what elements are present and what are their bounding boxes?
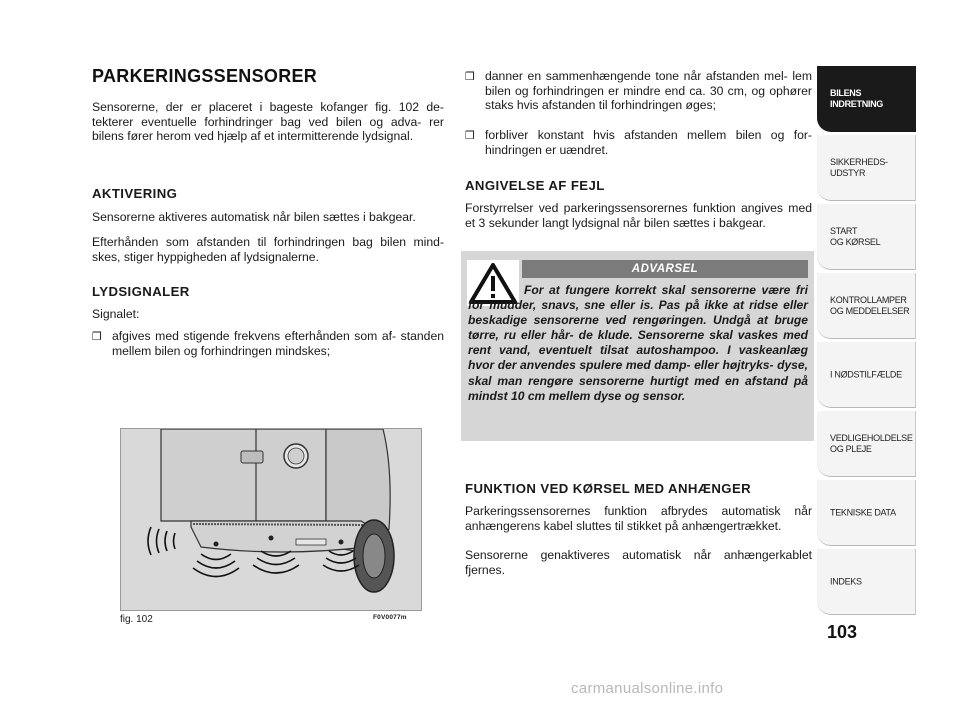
fault-paragraph: Forstyrrelser ved parkeringssensorernes funktion angives med et 3 sekunder langt lydsignal når bilen sættes i bakgear. bbox=[465, 201, 812, 230]
page-number: 103 bbox=[827, 622, 858, 642]
nav-item-label: BILENS INDRETNING bbox=[830, 87, 883, 109]
signals-heading: LYDSIGNALER bbox=[92, 284, 190, 299]
warning-box bbox=[461, 251, 814, 441]
nav-item-label: TEKNISKE DATA bbox=[830, 507, 896, 517]
figure-code: F0V0077m bbox=[373, 614, 407, 621]
bullet-text: afgives med stigende frekvens efterhånden som af- standen mellem bilen og forhindringen mindskes; bbox=[112, 329, 444, 358]
nav-item-kontrollamper[interactable] bbox=[817, 273, 916, 339]
activation-paragraph-2: Efterhånden som afstanden til forhindringen bag bilen mind- skes, stiger hyppigheden af lydsignalerne. bbox=[92, 235, 444, 264]
nav-item-indeks[interactable] bbox=[817, 549, 916, 615]
bullet-box-icon: ❒ bbox=[465, 71, 475, 83]
warning-text: For at fungere korrekt skal sensorerne være fri for mudder, snavs, sne eller is. Pas på ikke at ridse eller beskadige sensorerne ved rengøringen. Undgå at bruge tørre, ru eller hår- de klude. Sensorerne skal vaskes med rent vand, eventuelt tilsat autoshampoo. I vaskeanlæg hvor der anvendes spulere med damp- eller højtryks- dyse, skal man rengøre sensorerne hurtigt med en afstand på mindst 10 cm mellem dyse og sensor. bbox=[468, 283, 808, 403]
signal-bullet-2 bbox=[465, 69, 812, 113]
trailer-paragraph-2: Sensorerne genaktiveres automatisk når anhængerkablet fjernes. bbox=[465, 548, 812, 577]
signal-label: Signalet: bbox=[92, 307, 140, 321]
bullet-box-icon: ❒ bbox=[92, 331, 102, 343]
nav-item-i-nodstilfaelde[interactable] bbox=[817, 342, 916, 408]
page-title: PARKERINGSSENSORER bbox=[92, 66, 318, 86]
trailer-heading: FUNKTION VED KØRSEL MED ANHÆNGER bbox=[465, 481, 752, 496]
trailer-paragraph-1: Parkeringssensorernes funktion afbrydes automatisk når anhængerens kabel sluttes til stikket på anhængertrækket. bbox=[465, 504, 812, 533]
nav-item-tekniske-data[interactable] bbox=[817, 480, 916, 546]
nav-item-label: VEDLIGEHOLDELSE OG PLEJE bbox=[830, 432, 913, 454]
bullet-text: danner en sammenhængende tone når afstanden mel- lem bilen og forhindringen er mindre end ca. 30 cm, og ophører staks hvis afstanden til forhindringen øges; bbox=[485, 69, 812, 113]
nav-item-label: START OG KØRSEL bbox=[830, 225, 881, 247]
signal-bullet-1 bbox=[92, 329, 444, 358]
bullet-text: forbliver konstant hvis afstanden mellem bilen og for- hindringen er uændret. bbox=[485, 128, 812, 157]
fault-heading: ANGIVELSE AF FEJL bbox=[465, 178, 605, 193]
bullet-box-icon: ❒ bbox=[465, 130, 475, 142]
nav-item-label: I NØDSTILFÆLDE bbox=[830, 369, 902, 379]
nav-item-vedligeholdelse[interactable] bbox=[817, 411, 916, 477]
nav-item-label: KONTROLLAMPER OG MEDDELELSER bbox=[830, 294, 910, 316]
van-rear-illustration bbox=[121, 429, 421, 610]
signal-bullet-3 bbox=[465, 128, 812, 157]
figure-caption: fig. 102 bbox=[120, 614, 153, 625]
intro-paragraph: Sensorerne, der er placeret i bageste kofanger fig. 102 de- tekterer eventuelle forhindringer bag ved bilen og adva- rer bilens fører herom ved hjælp af et intermitterende lydsignal. bbox=[92, 100, 444, 144]
watermark: carmanualsonline.info bbox=[571, 680, 724, 697]
nav-item-label: SIKKERHEDS- UDSTYR bbox=[830, 156, 888, 178]
warning-title: ADVARSEL bbox=[522, 260, 808, 278]
activation-heading: AKTIVERING bbox=[92, 186, 178, 201]
nav-item-bilens-indretning[interactable] bbox=[817, 66, 916, 132]
parking-sensor-figure bbox=[120, 428, 422, 611]
nav-item-label: INDEKS bbox=[830, 576, 862, 586]
nav-item-start-og-korsel[interactable] bbox=[817, 204, 916, 270]
activation-paragraph-1: Sensorerne aktiveres automatisk når bilen sættes i bakgear. bbox=[92, 210, 416, 224]
nav-item-sikkerhedsudstyr[interactable] bbox=[817, 135, 916, 201]
